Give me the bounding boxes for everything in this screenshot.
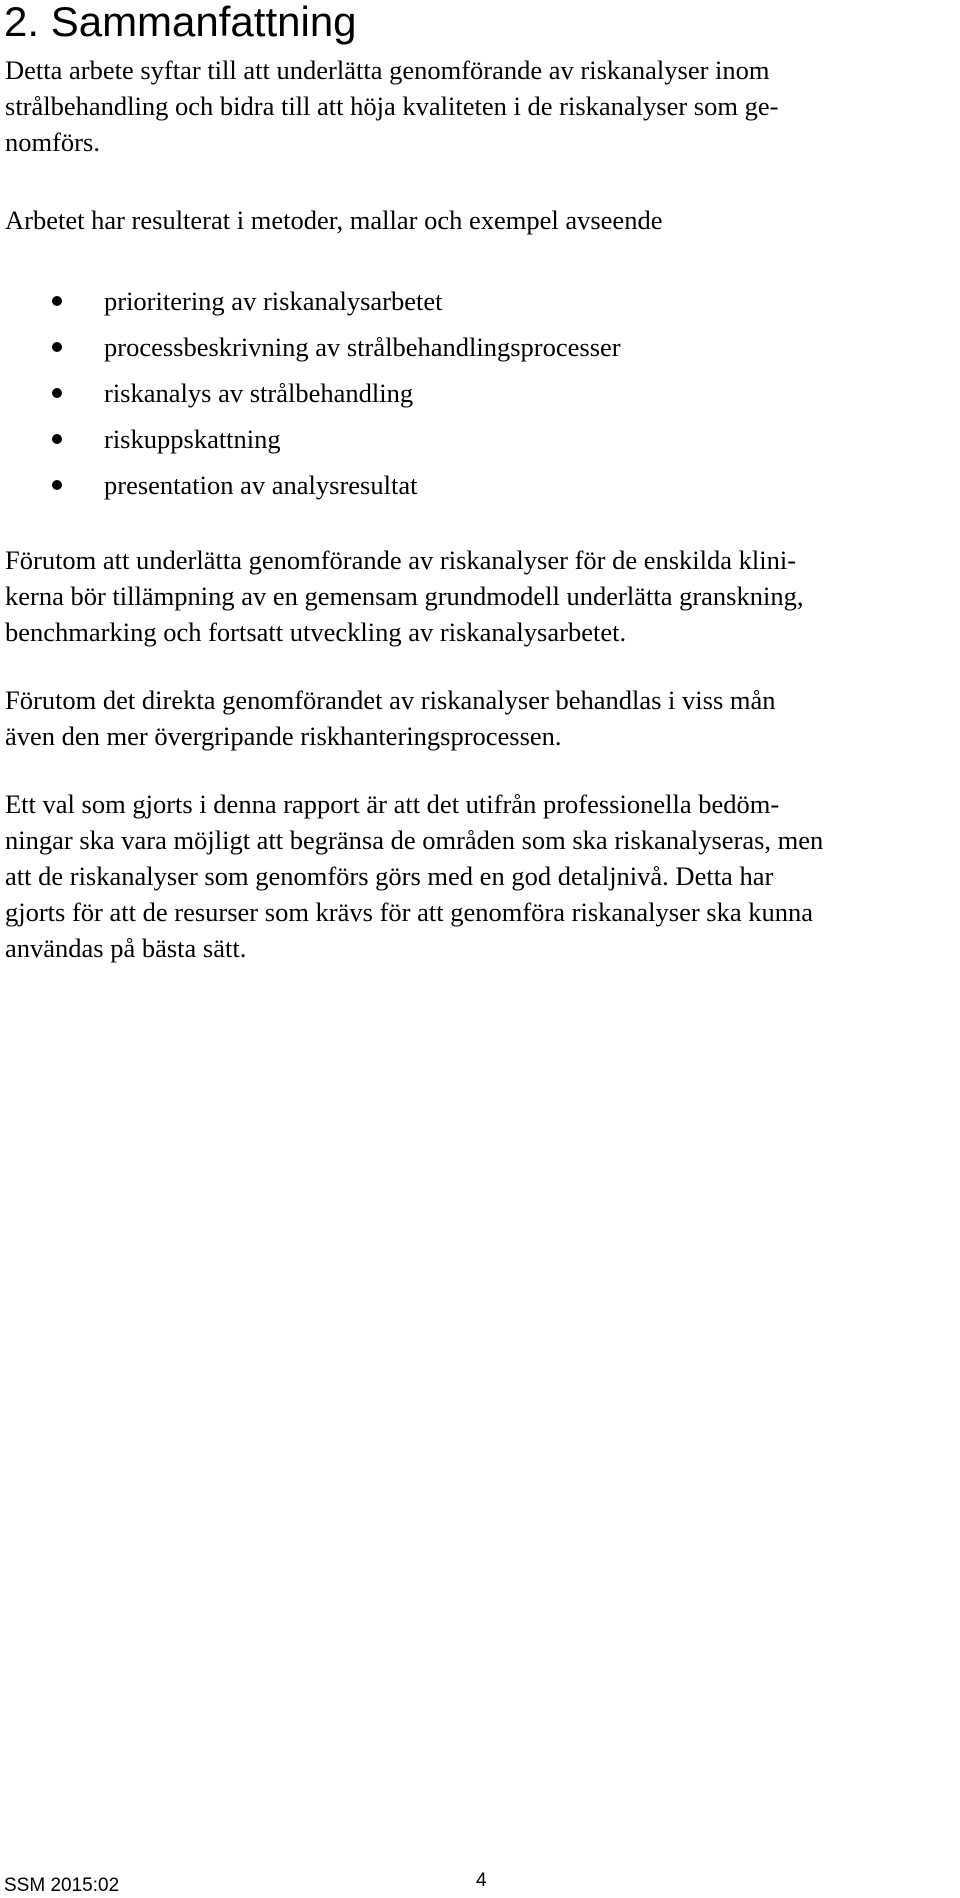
risk-management-paragraph	[5, 682, 776, 754]
text-line: Arbetet har resulterat i metoder, mallar och exempel avseende	[5, 205, 663, 235]
text-line: benchmarking och fortsatt utveckling av riskanalysarbetet.	[5, 617, 627, 647]
report-id: SSM 2015:02	[4, 1875, 120, 1896]
bullet-icon	[52, 296, 62, 306]
list-item-label: prioritering av riskanalysarbetet	[104, 286, 443, 316]
text-line: nomförs.	[5, 127, 100, 157]
text-line: gjorts för att de resurser som krävs för att genomföra riskanalyser ska kunna	[5, 897, 814, 927]
text-line: kerna bör tillämpning av en gemensam grundmodell underlätta granskning,	[5, 581, 804, 611]
text-line: att de riskanalyser som genomförs görs med en god detaljnivå. Detta har	[5, 861, 774, 891]
list-item-label: riskanalys av strålbehandling	[104, 378, 414, 408]
page-number: 4	[476, 1870, 487, 1891]
text-line: Förutom det direkta genomförandet av riskanalyser behandlas i viss mån	[5, 685, 776, 715]
choice-paragraph	[5, 786, 823, 966]
list-item-label: riskuppskattning	[104, 424, 281, 454]
section-heading: 2. Sammanfattning	[4, 0, 357, 45]
bullet-icon	[52, 388, 62, 398]
intro-paragraph	[5, 52, 778, 160]
bullet-icon	[52, 342, 62, 352]
bullet-icon	[52, 434, 62, 444]
text-line: Förutom att underlätta genomförande av riskanalyser för de enskilda klini-	[5, 545, 797, 575]
list-item-label: processbeskrivning av strålbehandlingsprocesser	[104, 332, 621, 362]
text-line: strålbehandling och bidra till att höja kvaliteten i de riskanalyser som ge-	[5, 91, 779, 121]
text-line: Detta arbete syftar till att underlätta genomförande av riskanalyser inom	[5, 55, 770, 85]
bullet-icon	[52, 480, 62, 490]
results-intro-paragraph	[5, 202, 662, 238]
text-line: ningar ska vara möjligt att begränsa de områden som ska riskanalyseras, men	[5, 825, 824, 855]
list-item-label: presentation av analysresultat	[104, 470, 418, 500]
text-line: Ett val som gjorts i denna rapport är att det utifrån professionella bedöm-	[5, 789, 780, 819]
benefits-paragraph	[5, 542, 803, 650]
text-line: även den mer övergripande riskhanteringsprocessen.	[5, 721, 562, 751]
text-line: användas på bästa sätt.	[5, 933, 247, 963]
